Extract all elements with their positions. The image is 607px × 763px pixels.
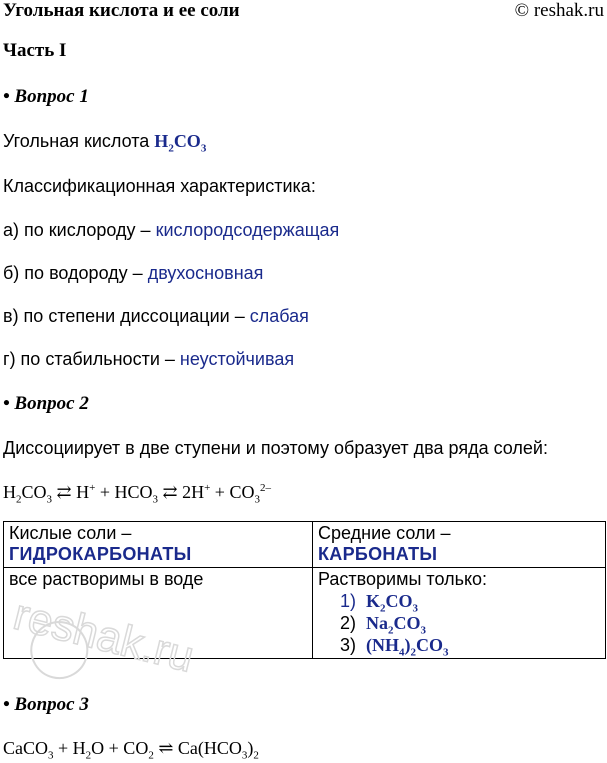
part-title: Часть I xyxy=(3,40,67,61)
salts-table xyxy=(3,521,606,659)
classification-item: б) по водороду – двухосновная xyxy=(3,263,264,283)
reaction-equation: CaCO$_3$ + $H_2O + CO_2$ ⇌ $Ca(HCO_3)_2$ xyxy=(3,738,259,762)
classification-value: слабая xyxy=(249,306,309,326)
acid-salts-header-cell: Кислые соли – ГИДРОКАРБОНАТЫ xyxy=(4,522,313,568)
list-item: 3) $(NH_4)_2CO_3$ xyxy=(340,635,449,659)
acid-formula: $H_2CO_3$ xyxy=(154,131,207,155)
question-1-heading: • Вопрос 1 xyxy=(3,86,89,107)
table-row xyxy=(4,568,606,659)
middle-salts-header-cell: Средние соли – КАРБОНАТЫ xyxy=(313,522,606,568)
dissociation-text: Диссоциирует в две ступени и поэтому образует два ряда солей: xyxy=(3,438,548,458)
list-item: 2) $Na_2CO_3$ xyxy=(340,613,426,637)
question-3-heading: • Вопрос 3 xyxy=(3,694,89,715)
classification-value: кислородсодержащая xyxy=(155,220,340,240)
classification-item: г) по стабильности – неустойчивая xyxy=(3,349,295,369)
acid-label: Угольная кислота xyxy=(3,131,155,151)
classification-intro: Классификационная характеристика: xyxy=(3,176,316,196)
classification-item: а) по кислороду – кислородсодержащая xyxy=(3,220,340,240)
classification-item: в) по степени диссоциации – слабая xyxy=(3,306,309,326)
svg-text:reshak.ru: reshak.ru xyxy=(8,590,199,682)
acid-line xyxy=(3,131,207,155)
soluble-list xyxy=(318,590,600,659)
table-header-row xyxy=(4,522,606,568)
middle-salts-class: КАРБОНАТЫ xyxy=(318,544,438,564)
list-item: 1) $K_2CO_3$ xyxy=(340,591,419,615)
classification-value: двухосновная xyxy=(147,263,264,283)
acid-salts-class: ГИДРОКАРБОНАТЫ xyxy=(9,544,192,564)
dissociation-equation: $H_2CO_3$ ⇄ $H^+ + HCO_3$ ⇄ $2H^+ + CO_3^{2-}$ xyxy=(3,482,271,506)
acid-salts-body-cell: все растворимы в воде xyxy=(4,568,313,659)
page-title: Угольная кислота и ее соли xyxy=(3,0,240,21)
question-2-heading: • Вопрос 2 xyxy=(3,393,89,414)
middle-salts-body-cell: Растворимы только: 1) $K_2CO_3$ 2) $Na_2CO_3$ 3) $(NH_4)_2CO_3$ xyxy=(313,568,606,659)
classification-value: неустойчивая xyxy=(179,349,295,369)
copyright-label: © reshak.ru xyxy=(514,0,604,21)
